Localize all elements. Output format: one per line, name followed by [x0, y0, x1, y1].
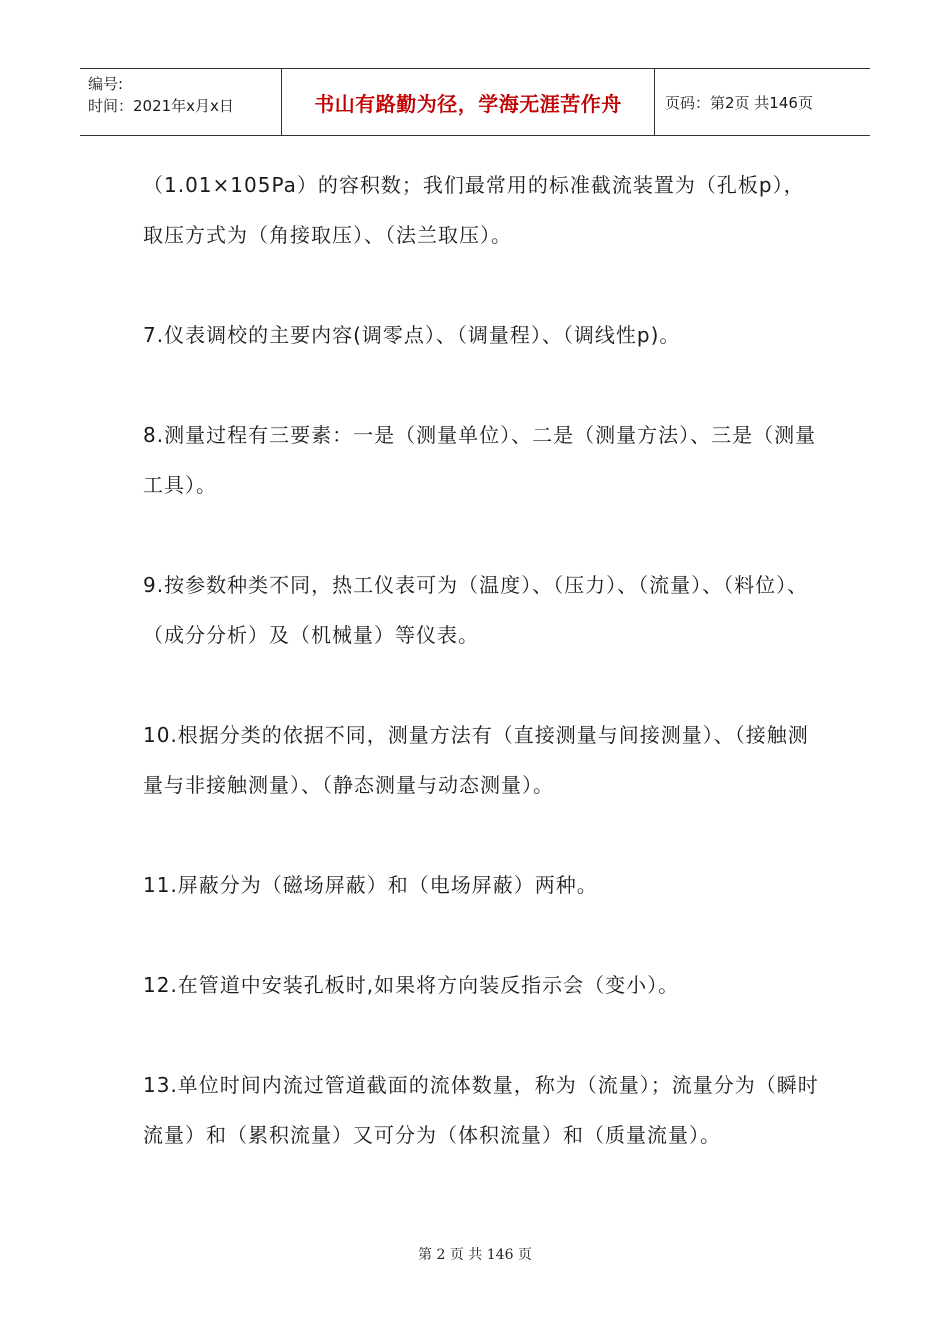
- paragraph: 11.屏蔽分为（磁场屏蔽）和（电场屏蔽）两种。: [143, 873, 598, 897]
- paragraph: 12.在管道中安装孔板时,如果将方向装反指示会（变小）。: [143, 973, 680, 997]
- document-body: [143, 160, 823, 1210]
- number-label: 编号:: [88, 75, 124, 93]
- paragraph: （1.01×105Pa）的容积数；我们最常用的标准截流装置为（孔板p），取压方式为（角接取压）、（法兰取压）。: [143, 173, 805, 247]
- paragraph: 9.按参数种类不同，热工仪表可为（温度）、（压力）、（流量）、（料位）、（成分分析）及（机械量）等仪表。: [143, 573, 809, 647]
- page-footer: 第 2 页 共 146 页: [418, 1247, 532, 1263]
- header-page-label: 页码：第2页 共146页: [665, 93, 813, 112]
- paragraph: 13.单位时间内流过管道截面的流体数量，称为（流量）；流量分为（瞬时流量）和（累积流量）又可分为（体积流量）和（质量流量）。: [143, 1073, 819, 1147]
- paragraph: 10.根据分类的依据不同，测量方法有（直接测量与间接测量）、（接触测量与非接触测量）、（静态测量与动态测量）。: [143, 723, 809, 797]
- paragraph: 8.测量过程有三要素：一是（测量单位）、二是（测量方法）、三是（测量工具）。: [143, 423, 817, 497]
- time-label: 时间：2021年x月x日: [88, 97, 234, 115]
- paragraph: 7.仪表调校的主要内容(调零点）、（调量程）、（调线性p)。: [143, 323, 681, 347]
- header-motto: 书山有路勤为径，学海无涯苦作舟: [282, 69, 655, 135]
- page-header: [80, 68, 870, 136]
- header-left-cell: [80, 69, 282, 135]
